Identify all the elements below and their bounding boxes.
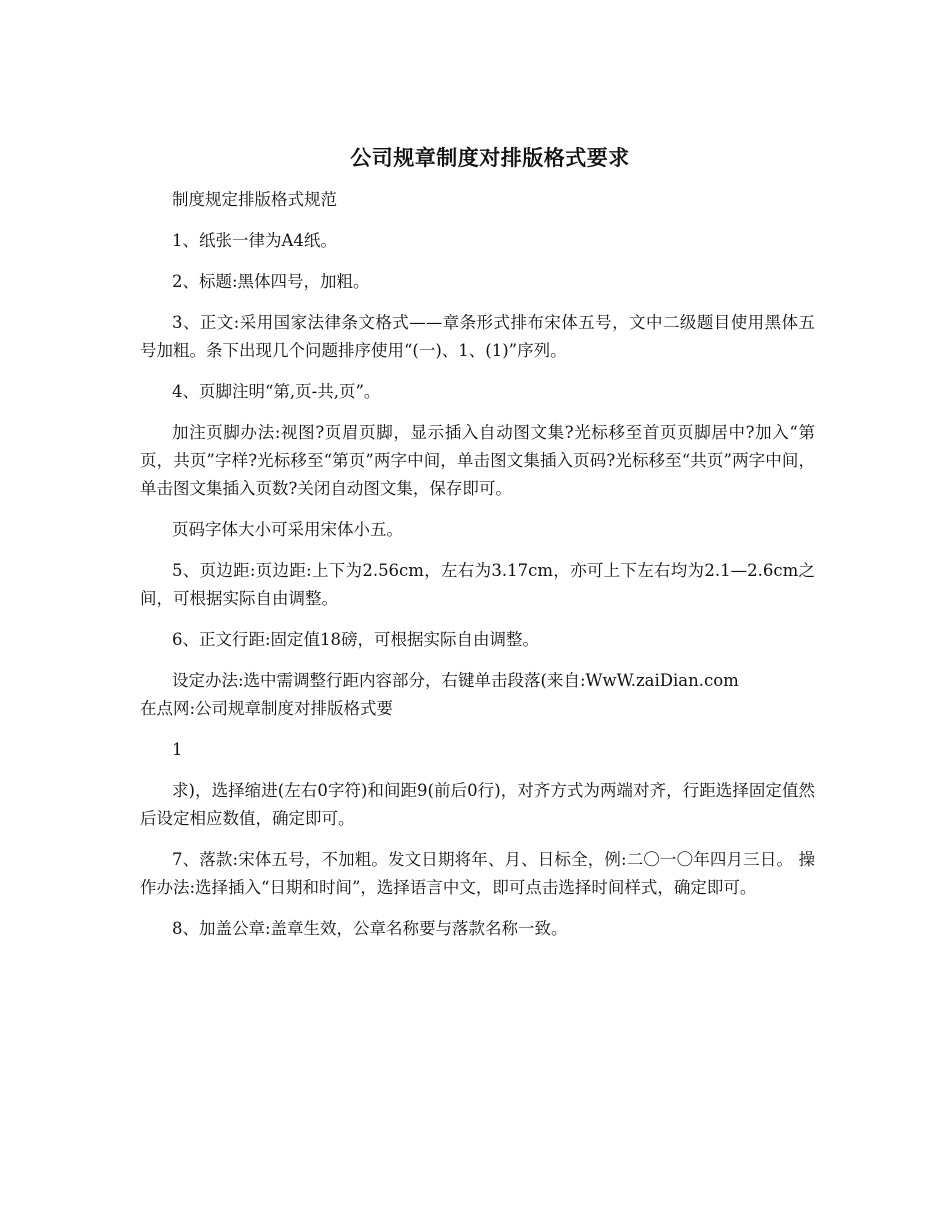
paragraph-item-2: 2、标题:黑体四号，加粗。	[172, 272, 370, 291]
paragraph-item-8: 8、加盖公章:盖章生效，公章名称要与落款名称一致。	[172, 919, 568, 938]
paragraph-item-6: 6、正文行距:固定值18磅，可根据实际自由调整。	[172, 630, 540, 649]
paragraph-item-7: 7、落款:宋体五号，不加粗。发文日期将年、月、日标全，例:二〇一〇年四月三日。 操作办法:选择插入“日期和时间”，选择语言中文，即可点击选择时间样式，确定即可。	[140, 850, 815, 897]
paragraph-item-4: 4、页脚注明“第,页-共,页”。	[172, 382, 381, 401]
paragraph-setting-method: 设定办法:选中需调整行距内容部分，右键单击段落(来自:WwW.zaiDian.com	[172, 671, 739, 690]
paragraph-setting-continued: 求)，选择缩进(左右0字符)和间距9(前后0行)，对齐方式为两端对齐，行距选择固定值然后设定相应数值，确定即可。	[140, 781, 815, 828]
paragraph-page-number-font: 页码字体大小可采用宋体小五。	[172, 520, 403, 539]
paragraph-item-3: 3、正文:采用国家法律条文格式——章条形式排布宋体五号，文中二级题目使用黑体五号加粗。条下出现几个问题排序使用“(一)、1、(1)”序列。	[140, 313, 815, 360]
paragraph-item-1: 1、纸张一律为A4纸。	[172, 231, 337, 250]
paragraph-item-5: 5、页边距:页边距:上下为2.56cm，左右为3.17cm，亦可上下左右均为2.1—2.6cm之间，可根据实际自由调整。	[140, 561, 815, 608]
page-number: 1	[172, 740, 183, 759]
document-body	[140, 186, 815, 956]
paragraph-footer-method: 加注页脚办法:视图?页眉页脚，显示插入自动图文集?光标移至首页页脚居中?加入“第页，共页”字样?光标移至“第页”两字中间，单击图文集插入页码?光标移至“共页”两字中间，单击图文集插入页数?关闭自动图文集，保存即可。	[140, 423, 815, 498]
paragraph-source-line: 在点网:公司规章制度对排版格式要	[140, 699, 394, 718]
document-title: 公司规章制度对排版格式要求	[350, 145, 630, 170]
paragraph-heading: 制度规定排版格式规范	[172, 190, 337, 209]
